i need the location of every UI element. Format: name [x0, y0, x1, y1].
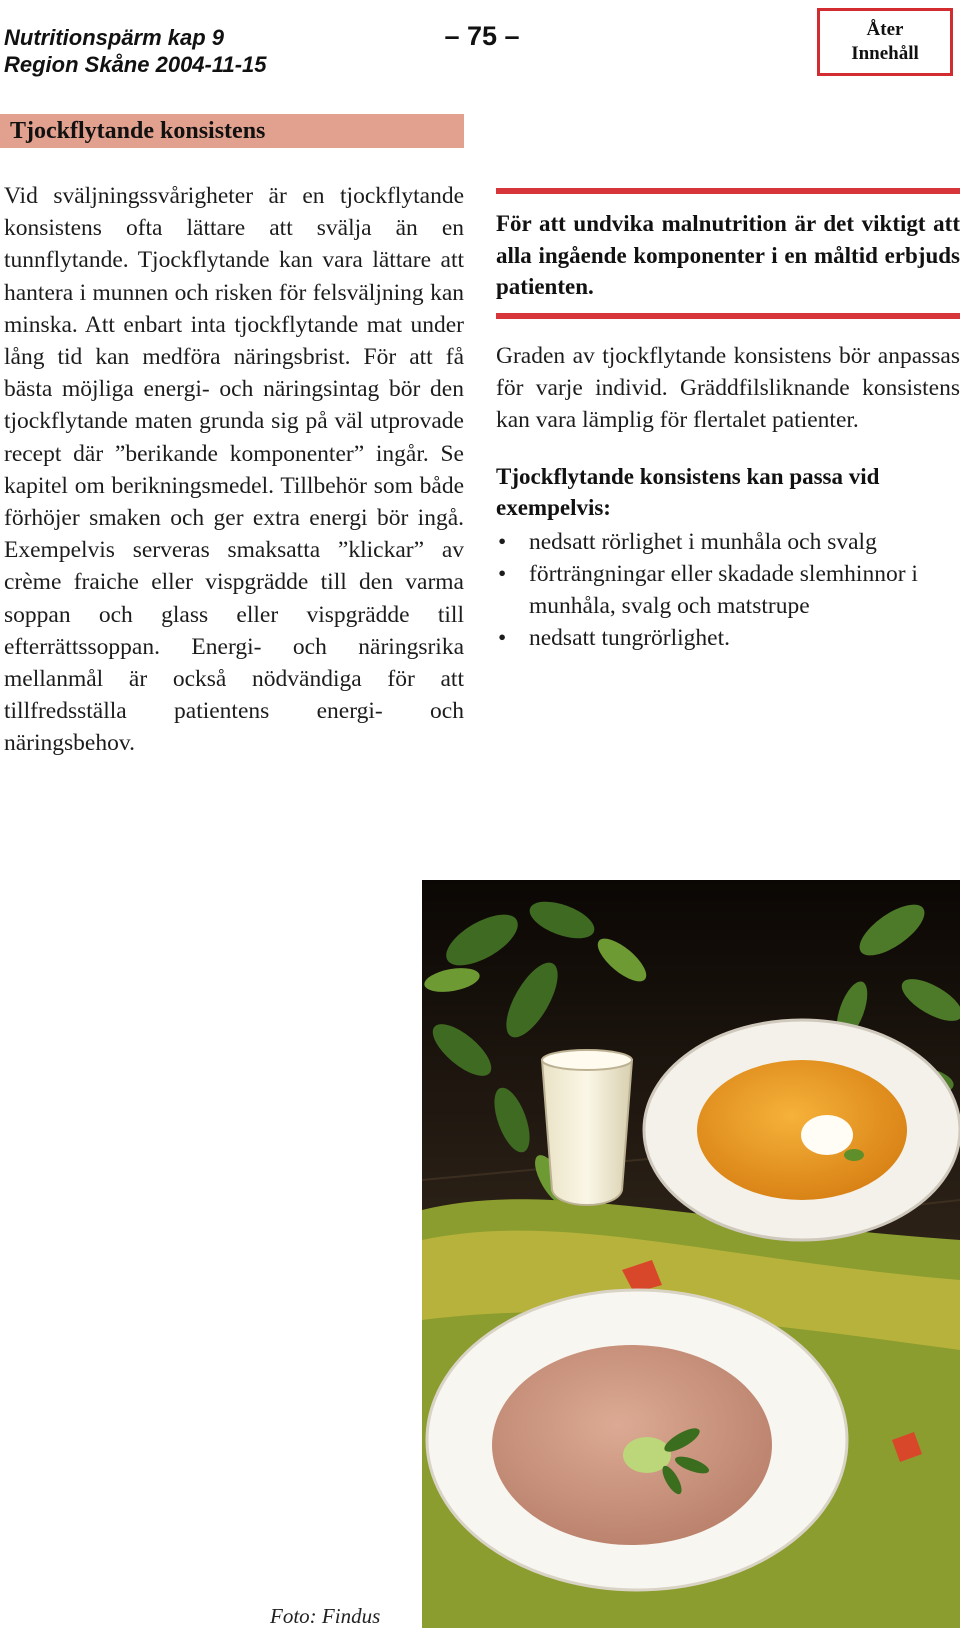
- document-header: [4, 24, 267, 78]
- section-heading: Tjockflytande konsistens: [0, 114, 464, 148]
- left-column: [4, 180, 464, 760]
- list-item: • nedsatt tungrörlighet.: [496, 622, 960, 654]
- region-date: Region Skåne 2004-11-15: [4, 52, 267, 77]
- right-column: [496, 340, 960, 654]
- soup-photo: [422, 880, 960, 1628]
- back-to-contents-button[interactable]: [817, 8, 953, 76]
- consistency-paragraph: Graden av tjockflytande konsistens bör anpassas för varje individ. Gräddfilsliknande konsistens kan vara lämplig för flertalet patienter.: [496, 343, 960, 434]
- list-heading: Tjockflytande konsistens kan passa vid exempelvis:: [496, 463, 880, 521]
- body-paragraph: Vid sväljningssvårigheter är en tjockflytande konsistens ofta lättare att svälja än en tunnflytande. Tjockflytande kan vara lättare att hantera i munnen och risken för felsväljning kan minska. Att enbart inta tjockflytande mat under lång tid kan medföra näringsbrist. För att få bästa möjliga energi- och näringsintag bör den tjockflytande maten grunda sig på väl utprovade recept där ”berikande komponenter” ingår. Se kapitel om berikningsmedel. Tillbehör som både förhöjer smaken och ger extra energi bör ingå. Exempelvis serveras smaksatta ”klickar” av crème fraiche eller vispgrädde till den varma soppan och glass eller vispgrädde till efterrättssoppan. Energi- och näringsrika mellanmål är också nödvändiga för att tillfredsställa patientens energi- och näringsbehov.: [4, 183, 464, 757]
- list-item: • nedsatt rörlighet i munhåla och svalg: [496, 526, 960, 558]
- page-number: – 75 –: [444, 21, 520, 51]
- callout-text: För att undvika malnutrition är det viktigt att alla ingående komponenter i en måltid erbjuds patienten.: [496, 211, 960, 299]
- callout-rule-bottom: [496, 313, 960, 319]
- indication-list: [496, 526, 960, 655]
- list-item: • förträngningar eller skadade slemhinnor i munhåla, svalg och matstrupe: [496, 558, 960, 622]
- document-title: Nutritionspärm kap 9: [4, 25, 225, 50]
- back-button-line1: Åter: [866, 19, 904, 40]
- back-button-line2: Innehåll: [851, 43, 919, 64]
- photo-credit: Foto: Findus: [270, 1604, 381, 1628]
- callout-rule-top: [496, 188, 960, 194]
